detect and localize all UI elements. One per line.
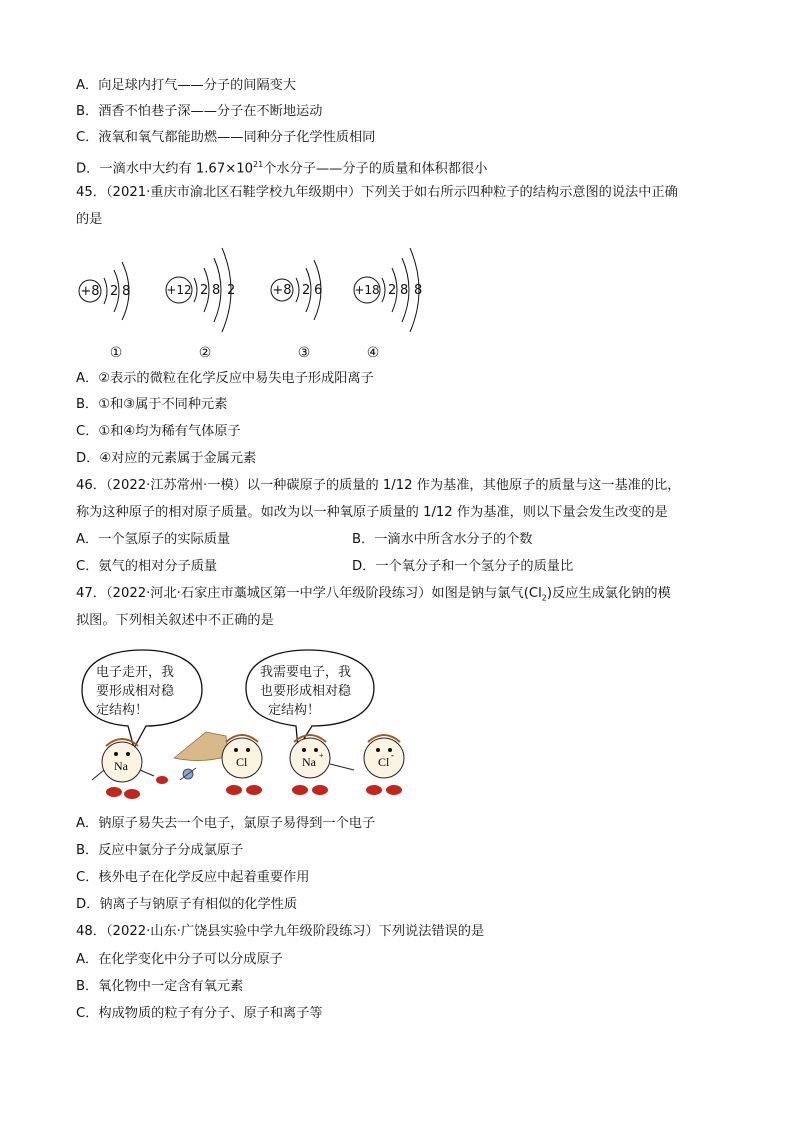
q44-option-d-text-end: 个水分子——分子的质量和体积都很小 [263,161,488,177]
q48-stem: 48．（2022·山东·广饶县实验中学九年级阶段练习）下列说法错误的是 [76,924,485,939]
svg-text:Cl: Cl [236,755,248,769]
atom-structure-diagrams [70,236,440,366]
q48-option-b: B．氧化物中一定含有氧元素 [76,979,244,994]
sodium-ion-character [290,735,354,795]
atom2-shell3: 2 [227,283,236,298]
q48-option-c: C．构成物质的粒子有分子、原子和离子等 [76,1006,323,1021]
q47-option-b: B．反应中氯分子分成氯原子 [76,843,244,858]
cloak-icon [174,732,228,761]
sodium-atom-character [92,739,168,799]
q45-option-a: A．②表示的微粒在化学反应中易失电子形成阳离子 [76,371,374,386]
q45-stem-line2: 的是 [76,212,103,227]
bubble-right-line2: 也要形成相对稳 [260,684,352,699]
q46-stem-line2: 称为这种原子的相对原子质量。如改为以一种氧原子质量的 1/12 作为基准，则以下量会发生改变的是 [76,505,668,520]
q46-option-c: C．氨气的相对分子质量 [76,559,218,574]
q44-option-b: B．酒香不怕巷子深——分子在不断地运动 [76,104,323,119]
q46-option-a: A．一个氢原子的实际质量 [76,532,231,547]
svg-text:Na: Na [302,755,316,769]
atom4-shell1: 2 [388,283,397,298]
atom2-shell1: 2 [200,283,209,298]
q47-stem-line2: 拟图。下列相关叙述中不正确的是 [76,613,274,628]
q47-stem-subscript: 2 [541,593,547,603]
q44-option-a: A．向足球内打气——分子的间隔变大 [76,78,297,93]
q45-stem-line1: 45．（2021·重庆市渝北区石鞋学校九年级期中）下列关于如右所示四种粒子的结构示意图的说法中正确 [76,185,678,200]
q46-option-b: B．一滴水中所含水分子的个数 [352,532,533,547]
sodium-chlorine-reaction-illustration [76,640,446,808]
q48-option-a: A．在化学变化中分子可以分成原子 [76,952,283,967]
atom3-index: ③ [297,345,311,361]
electron-icon [180,768,196,780]
atom2-shell2: 8 [212,283,221,298]
atom3-nucleus: +8 [272,283,292,298]
svg-text:Cl: Cl [378,755,390,769]
atom3-shell1: 2 [302,283,311,298]
atom3-shell2: 6 [314,283,323,298]
atom2-index: ② [198,345,212,361]
svg-text:Na: Na [114,759,128,773]
q46-option-d: D．一个氧分子和一个氢分子的质量比 [352,559,574,574]
chlorine-atom-character [222,735,262,795]
q45-option-c: C．①和④均为稀有气体原子 [76,424,241,439]
bubble-left-line3: 定结构！ [96,703,149,718]
q45-option-b: B．①和③属于不同种元素 [76,397,228,412]
atom4-index: ④ [366,345,380,361]
atom1-shell1: 2 [110,284,119,299]
atom1-index: ① [109,345,123,361]
q47-option-c: C．核外电子在化学反应中起着重要作用 [76,870,310,885]
q45-option-d: D．④对应的元素属于金属元素 [76,451,257,466]
svg-text:-: - [391,750,394,760]
atom4-nucleus: +18 [354,283,380,297]
q44-option-d [76,156,487,178]
q47-stem-text-end: )反应生成氯化钠的模 [546,586,671,601]
atom4-shell3: 8 [414,283,423,298]
atom2-nucleus: +12 [166,283,192,297]
q47-option-a: A．钠原子易失去一个电子，氯原子易得到一个电子 [76,816,376,831]
bubble-right-line1: 我需要电子，我 [260,665,352,680]
atom1-shell2: 8 [122,284,131,299]
q44-option-d-exponent: 21 [253,160,264,169]
atom4-shell2: 8 [400,283,409,298]
bubble-left-line1: 电子走开，我 [96,665,175,680]
q44-option-d-text: D．一滴水中大约有 1.67×10 [76,161,254,177]
bubble-left-line2: 要形成相对稳 [96,684,175,699]
q44-option-c: C．液氧和氧气都能助燃——同种分子化学性质相同 [76,130,376,145]
chloride-ion-character [364,735,404,795]
q46-stem-line1: 46．（2022·江苏常州·一模）以一种碳原子的质量的 1/12 作为基准，其他原子的质量与这一基准的比， [76,478,681,493]
q47-stem-text: 47．（2022·河北·石家庄市藁城区第一中学八年级阶段练习）如图是钠与氯气(Cl [76,586,542,601]
atom1-nucleus: +8 [80,284,100,299]
q47-stem-line1 [76,585,671,608]
q47-option-d: D．钠离子与钠原子有相似的化学性质 [76,897,298,912]
svg-text:+: + [319,751,324,760]
bubble-right-line3: 定结构！ [268,703,321,718]
